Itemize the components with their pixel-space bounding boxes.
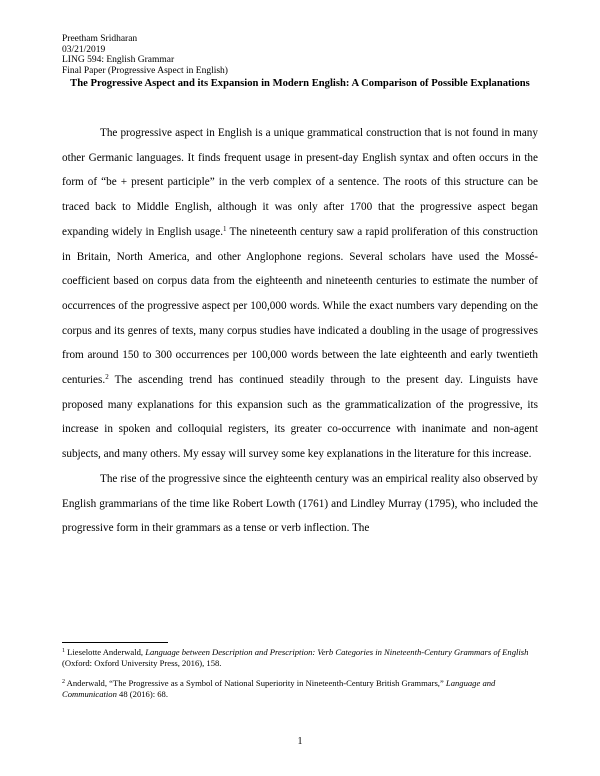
- footnote-2: [62, 678, 538, 700]
- author-name: Preetham Sridharan: [62, 34, 138, 44]
- footnote-divider: [62, 642, 168, 643]
- footnote-text: Lieselotte Anderwald,: [65, 647, 146, 657]
- body-paragraph-2: [62, 467, 538, 541]
- page-number: 1: [297, 736, 303, 747]
- footnote-text: 48 (2016): 68.: [116, 689, 168, 699]
- footnote-text: Anderwald, “The Progressive as a Symbol of National Superiority in Nineteenth-Century British Grammars,”: [65, 678, 446, 688]
- footnotes: [62, 647, 538, 709]
- paper-header: [62, 34, 228, 76]
- footnote-book-title: Language between Description and Prescription: Verb Categories in Nineteenth-Century Grammars of English: [145, 647, 529, 657]
- footnote-marker: 1: [62, 648, 65, 654]
- paragraph-text: The rise of the progressive since the eighteenth century was an empirical reality also observed by English grammarians of the time like Robert Lowth (1761) and Lindley Murray (1795), who included the progressive form in their grammars as a tense or verb inflection. The: [62, 472, 538, 535]
- paragraph-text: The nineteenth century saw a rapid proliferation of this construction in Britain, North America, and other Anglophone regions. Several scholars have used the Mossé-coefficient based on corpus data from the eighteenth and nineteenth centuries to estimate the number of occurrences of the progressive aspect per 100,000 words. While the exact numbers vary depending on the corpus and its genres of texts, many corpus studies have indicated a doubling in the usage of progressives from around 150 to 300 occurrences per 100,000 words between the late eighteenth and early twentieth centuries.: [62, 225, 538, 387]
- assignment-name: Final Paper (Progressive Aspect in English): [62, 65, 228, 76]
- body-paragraph-1: [62, 121, 538, 467]
- course-name: LING 594: English Grammar: [62, 55, 175, 65]
- footnote-ref-1[interactable]: 1: [223, 224, 227, 233]
- footnote-1: [62, 647, 538, 669]
- footnote-marker: 2: [62, 679, 65, 685]
- paper-body: [62, 121, 538, 541]
- footnote-text: (Oxford: Oxford University Press, 2016), 158.: [62, 658, 222, 668]
- paragraph-text: The progressive aspect in English is a unique grammatical construction that is not found in many other Germanic languages. It finds frequent usage in present-day English syntax and often occurs in the form of “be + present participle” in the verb complex of a sentence. The roots of this structure can be traced back to Middle English, although it was only after 1700 that the progressive aspect began expanding widely in English usage.: [62, 127, 538, 238]
- paper-date: 03/21/2019: [62, 44, 106, 55]
- paper-title: The Progressive Aspect and its Expansion in Modern English: A Comparison of Possible Explanations: [70, 78, 530, 89]
- paragraph-text: The ascending trend has continued steadily through to the present day. Linguists have proposed many explanations for this expansion such as the grammaticalization of the progressive, its increase in spoken and colloquial registers, its greater co-occurrence with inanimate and non-agent subjects, and many others. My essay will survey some key explanations in the literature for this increase.: [62, 374, 538, 461]
- footnote-ref-2[interactable]: 2: [105, 373, 109, 382]
- footnote-journal-title: Language and Communication: [62, 678, 496, 699]
